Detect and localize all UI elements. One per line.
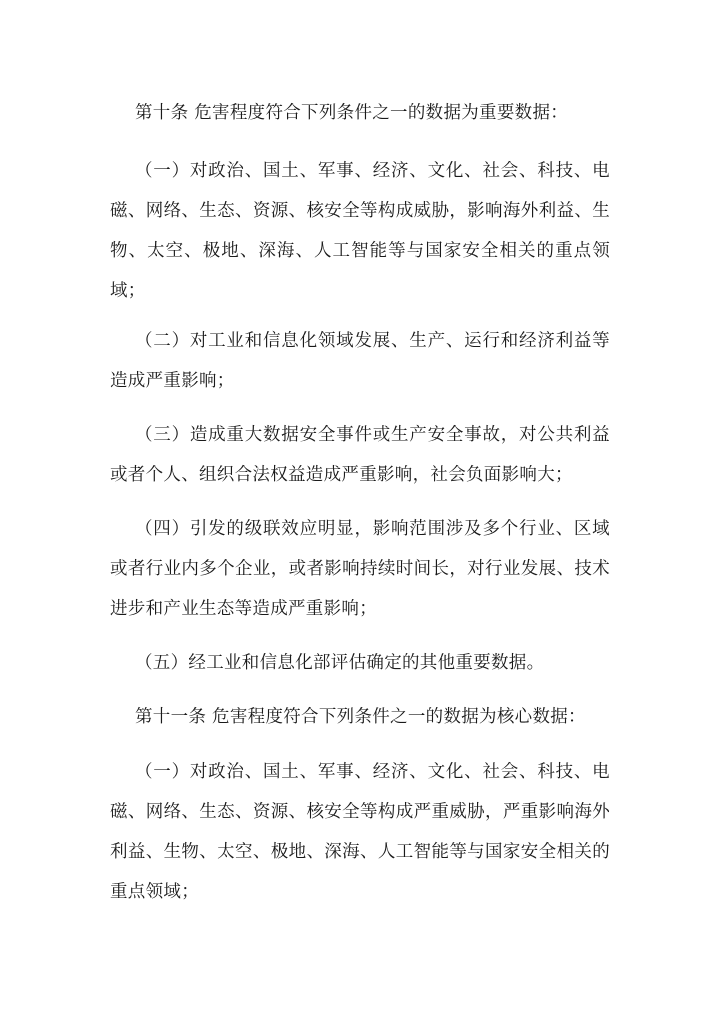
article-10-intro: 第十条 危害程度符合下列条件之一的数据为重要数据： [135, 103, 569, 123]
article-10-item-5: （五）经工业和信息化部评估确定的其他重要数据。 [135, 653, 545, 673]
article-11-item-1: （一）对政治、国土、军事、经济、文化、社会、科技、电磁、网络、生态、资源、核安全等构成严重威胁，严重影响海外利益、生物、太空、极地、深海、人工智能等与国家安全相关的重点领域； [110, 762, 610, 902]
article-10-item-4: （四）引发的级联效应明显，影响范围涉及多个行业、区域或者行业内多个企业，或者影响持续时间长，对行业发展、技术进步和产业生态等造成严重影响； [110, 519, 610, 619]
article-10-item-2: （二）对工业和信息化领域发展、生产、运行和经济利益等造成严重影响； [110, 331, 610, 391]
article-11-intro: 第十一条 危害程度符合下列条件之一的数据为核心数据： [135, 707, 586, 727]
article-10-item-1: （一）对政治、国土、军事、经济、文化、社会、科技、电磁、网络、生态、资源、核安全等构成威胁，影响海外利益、生物、太空、极地、深海、人工智能等与国家安全相关的重点领域； [110, 161, 610, 301]
article-10-item-3: （三）造成重大数据安全事件或生产安全事故，对公共利益或者个人、组织合法权益造成严重影响，社会负面影响大； [110, 425, 610, 485]
